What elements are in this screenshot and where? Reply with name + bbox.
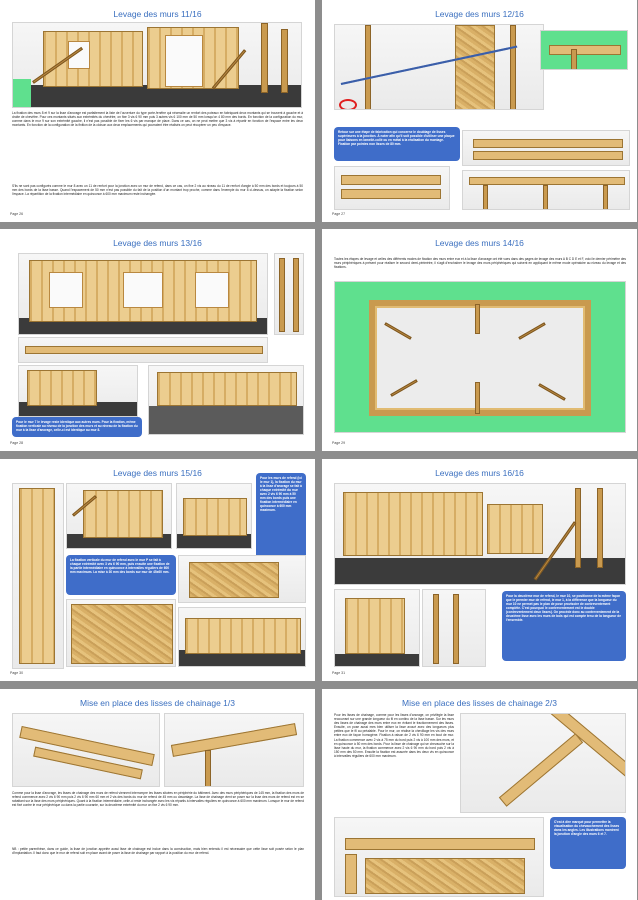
body-text-2: NB : petite parenthèse, dans ce guide, la lisse de jonction appelée aussi lisse de chainage est inclue dans la construction, mais bien entendu il est nécessaire que cette lisse soit posée selon le plan d'implantation. Il faut donc que le mur de refend soit en place avant de poser la lisse de chainage par rapport à la position du mur de refend. — [12, 847, 304, 856]
body-text: La fixation des murs 8 et 9 sur la lisse d'ancrage est parfaitement la liste de l'ouverture du type porte-fenêtre qui nécessite un renfort des poteaux en fabriquant deux montants qui se trouvent à gauche et à droite de chevêtre. Pour ces montants situés aux extrémités du chevêtre, on fixe 3 vis 6 90 mm puis 3 autres vis 6 100 mm de 50 mm lorsqu'on 4 80 mm des bords. En fonction de la configuration du mur, comme dans le mur 9 sur son extrémité gauche, il n'est pas possible de fixer les 6 vis par manque de place. Dans ce cas, on ne peut mettre que 3 vis à répartir en fonction de l'espace entre les deux montants. En fonction de la configuration de la finition de la cloison aux deux emplacements qui pourraient être réalisés on peut récupérer un peu d'espace. — [12, 111, 303, 128]
page-29 — [322, 229, 637, 451]
wall-7-floor-view — [148, 365, 304, 435]
refend-floor — [178, 607, 306, 667]
plate-detail-3 — [462, 170, 630, 210]
page-number: Page 31 — [332, 671, 346, 675]
page-title: Levage des murs 11/16 — [113, 9, 202, 19]
wall-7-corner — [18, 365, 138, 417]
wall-7-illustration — [18, 253, 268, 335]
page-number: Page 30 — [10, 671, 24, 675]
refend-wall-view — [176, 483, 252, 549]
detail-top-plate — [540, 30, 628, 70]
page-title: Levage des murs 12/16 — [435, 9, 524, 19]
page-26 — [0, 0, 315, 222]
page-title: Levage des murs 13/16 — [113, 238, 202, 248]
plate-detail-2 — [334, 166, 450, 210]
page-30 — [0, 459, 315, 681]
page-title: Mise en place des lisses de chainage 1/3 — [80, 698, 235, 708]
info-box: Retour sur une étape de fabrication qui concerne le doublage de lisses supérieures à la jonction. À noter afin qu'il soit possible d'utiliser une plaque pour liaisons en lamellé-collé ou en métal à la réalisation du montage. Fixation par pointes non lisses de 80 mm. — [334, 127, 460, 161]
wall-raising-illustration — [12, 22, 302, 108]
page-27 — [322, 0, 637, 222]
page-title: Mise en place des lisses de chainage 2/3 — [402, 698, 557, 708]
page-32 — [0, 689, 315, 900]
page-31 — [322, 459, 637, 681]
page-number: Page 26 — [10, 212, 24, 216]
page-33 — [322, 689, 637, 900]
info-box-2: La fixation verticale du mur de refend avec le mur P se fait à chaque extrémité avec 3 vis 6 90 mm, puis ensuite une fixation de la partie intermédiaire en quinconce à intervalles réguliers de 600 mm maximum. La mise à 30 mm des bords sur mur de 45x60 mm. — [66, 555, 176, 595]
corner-junction-detail — [334, 817, 544, 897]
info-box-1: Pour les murs de refend (ici le mur 1), la fixation du mur à la lisse d'ancrage se fait à chaque extrémité du mur avec 2 vis 6 90 mm à 50 mm des bords puis une fixation intermédiaire en quinconce à 600 mm maximum. — [256, 473, 306, 563]
chaining-plate-1 — [12, 713, 160, 787]
floor-plan-illustration — [334, 281, 626, 433]
wall-7-side — [274, 253, 304, 335]
body-text: Comme pour la lisse d'ancrage, les lisses de chainage des murs de refend viennent interrompre les lisses situées en périphérie du bâtiment. Avec des murs périphériques de 145 mm, la fixation des murs de refend commence avec 2 vis 6 90 mm puis 2 vis 6 90 mm 60 mm et 2 vis des bords du mur de refend de 45 mm ou davantage. La lisse de chainage vient se poser sur la lisse des murs de refend est en se rabattant sur la lisse des murs périphériques. Quant à la fixation intermédiaire, celle-ci reste inchangée avec les vis répartis à intervalles réguliers en quinconce à 600 mm maximum. Lorsque le mur de refend est fixé contre le mur périphérique ou dans la partie courante, sur la deuxième extrémité du mur on fixe 2 vis 6 90 mm. — [12, 791, 304, 808]
wall-7-bottom-plate — [18, 337, 268, 363]
body-text: Pour les lisses de chainage, comme pour les lisses d'ancrage, on privilégie la lisse recouvrant sur une grande longueur du fil en continu de la lisse basse. Sur les murs des lisses de chainage des murs entre eux en évitant le fractionnement des lisses. Ensuite, on pose aussi mes bien utiliser la lisse avoué avec des longueurs plus petites que le fil au préalable. Pour le mur, on réalise la chevillage les vis des murs entre eux de façon homogène. Fixation à raison de 2 vis 6 90 mm en bout de mur. La fixation commence avec 2 vis à 75 mm du bord puis 2 vis à 100 mm des murs, et en quinconce à 50 mm des bords. Pour la lisse de chainage qui se chevauche sur la lisse haute du mur, la fixation commence avec 2 vis 6 90 mm du bord puis 2 vis à 150 mm des 50 mm. Ensuite la fixation est assurée dans les deux vis en quinconce à intervalles réguliers de 600 mm maximum. — [334, 713, 454, 758]
page-title: Levage des murs 16/16 — [435, 468, 524, 478]
chaining-plate-2 — [164, 713, 304, 787]
osb-detail — [66, 599, 176, 667]
info-box: Pour la deuxième mur de refend, le mur 10, se positionne de la même façon que le premier mur de refend, le mur 1, à la différence que la longueur du mur 10 ne permet pas le plan de pose provisoire de contreventement complète. C'est pourquoi le contreventement est le double (contreventement deux lisses). On procède donc au contreventement de la deuxième lisse avec les murs de bois qui est compte tenu de la longueur de l'ensemble. — [502, 591, 626, 661]
wall-10-corner — [422, 589, 486, 667]
page-title: Levage des murs 14/16 — [435, 238, 524, 248]
corner-junction-illustration — [460, 713, 626, 813]
wall-10-side — [334, 589, 420, 667]
body-text: Toutes les étapes de levage et celles des différents modes de fixation des murs entre eux et à la lisse d'ancrage ont été vues dans des pages de levage des murs A B C D E et F, voici le dernier périmètre des murs périphériques à présent pour réaliser le second demi-périmètre, il s'agit d'enchaîner le levage des murs périphériques qui suivent en appliquant le même mode opératoire au niveau du levage et des fixations. — [334, 257, 626, 270]
refend-corner — [178, 555, 306, 603]
top-plate-illustration — [334, 24, 544, 110]
plate-detail-1 — [462, 130, 630, 166]
body-text-2: S'ils ne sont pas configurés comme le mur 8 avec un 11 de renfort pour la jonction avec un mur de refend, dans ce cas, on fixe 2 vis au niveau du 11 de renfort d'angle à 50 mm des bords et toujours à 50 mm des bords de la lisse basse. Quand l'espacement de 50 mm n'est pas possible du fait de la position d'un montant trop proche, comme dans l'exemple du mur 8 ci-dessus, on adapte la fixation selon l'espace. La répartition de la fixation intermédiaire en quinconce à 600 mm maximum reste inchangée. — [12, 184, 303, 197]
page-number: Page 29 — [332, 441, 346, 445]
page-title: Levage des murs 15/16 — [113, 468, 202, 478]
refend-wall-front — [66, 483, 172, 549]
page-number: Page 27 — [332, 212, 346, 216]
info-box: Pour le mur 7 le levage reste identique aux autres murs. Pour la fixation, même fixation verticale au niveau de la jonction des murs et au niveau de la fixation du mur à la lisse d'ancrage, celle-ci est identique au mur 8. — [12, 417, 142, 437]
page-number: Page 28 — [10, 441, 24, 445]
refend-wall-side — [12, 483, 64, 669]
info-box: C'est à dire marqué pour permettre la visualisation du chevauchement des lisses dans les angles. Les illustrations montrent la jonction d'angle des murs 6 et 7. — [550, 817, 626, 869]
wall-10-illustration — [334, 483, 626, 585]
page-28 — [0, 229, 315, 451]
